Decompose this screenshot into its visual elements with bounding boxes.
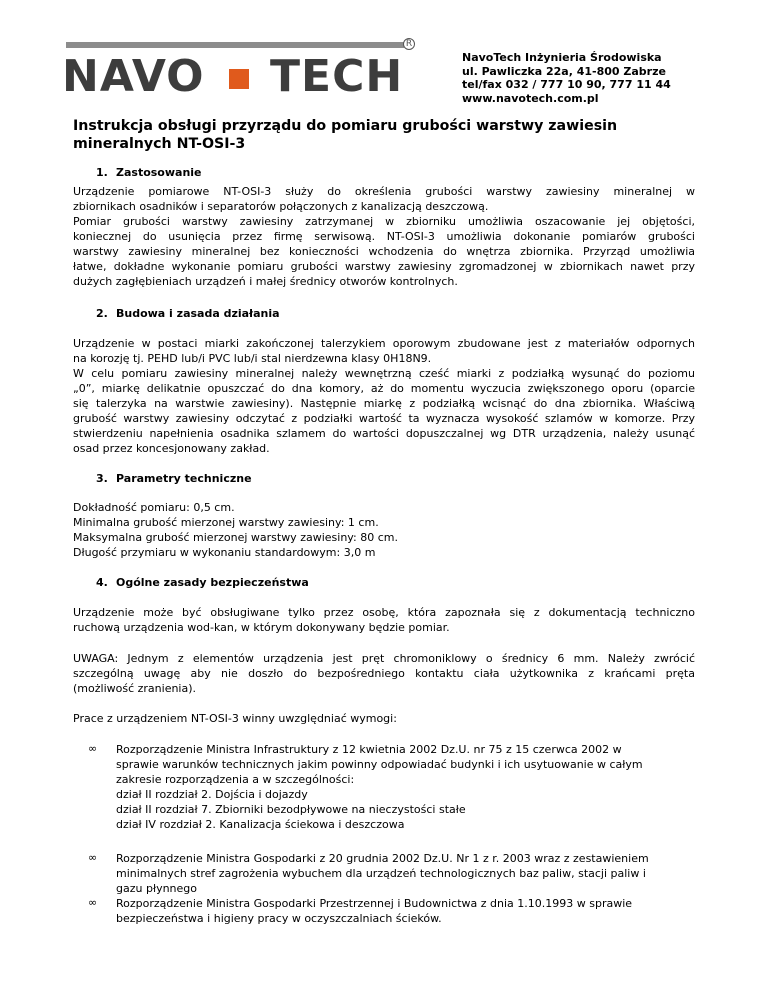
parameter-line: Maksymalna grubość mierzonej warstwy zawiesiny: 80 cm. [73,531,398,544]
text-line: dużych zagłębieniach urządzeń i małej średnicy otworów kontrolnych. [73,275,458,288]
parameter-line: Długość przymiaru w wykonaniu standardowym: 3,0 m [73,546,376,559]
text-line: Rozporządzenie Ministra Gospodarki Przestrzennej i Budownictwa z dnia 1.10.1993 w sprawie [116,897,633,910]
parameter-line: Minimalna grubość mierzonej warstwy zawiesiny: 1 cm. [73,516,379,529]
text-line: łatwe, dokładne wykonanie pomiaru grubości warstwy zawiesiny zgromadzonej w zbiornikach nawet przy [73,260,695,273]
section-1-text [73,184,695,289]
text-line: UWAGA: Jednym z elementów urządzenia jest pręt chromoniklowy o średnicy 6 mm. Należy zwrócić [73,652,695,665]
text-line: Rozporządzenie Ministra Infrastruktury z 12 kwietnia 2002 Dz.U. nr 75 z 15 czerwca 2002 w [116,743,622,756]
bullet-symbol: ∞ [88,742,98,755]
text-line: gazu płynnego [116,882,198,895]
text-line: Urządzenie może być obsługiwane tylko przez osobę, która zapoznała się z dokumentacją techniczno [73,606,695,619]
navotech-logo [62,38,418,104]
text-line: minimalnych stref zagrożenia wybuchem dla urządzeń technologicznych baz paliw, stacji paliw i [116,867,646,880]
text-line: się talerzyka na warstwie zawiesiny). Następnie miarkę z podziałką wcisnąć do dna zbiornika. Właściwą [73,397,695,410]
title-line-1: Instrukcja obsługi przyrządu do pomiaru grubości warstwy zawiesin [73,118,618,134]
logo-bar [66,42,404,48]
section-4-heading [96,576,309,589]
section-4-warning [73,651,695,696]
section-2-text [73,336,695,456]
logo-orange-square [229,69,249,89]
logo-word-navo: NAVO [62,51,205,102]
section-number: 4. [96,576,108,589]
text-line: (możliwość zranienia). [73,682,197,695]
section-2-heading [96,307,280,320]
bullet-item-2 [116,851,649,896]
section-title: Zastosowanie [116,166,202,179]
section-number: 2. [96,307,108,320]
company-name: NavoTech Inżynieria Środowiska [462,51,662,64]
text-line: warstwy zawiesiny mineralnej bez konieczności wchodzenia do wnętrza zbiornika. Przyrząd umożliwia [73,245,695,258]
text-line: dział II rozdział 2. Dojścia i dojazdy [116,788,308,801]
text-line: sprawie warunków technicznych jakim powinny odpowiadać budynki i ich usytuowanie w całym [116,758,643,771]
company-address: ul. Pawliczka 22a, 41-800 Zabrze [462,64,666,78]
section-4-paragraph-1 [73,605,695,635]
section-title: Parametry techniczne [116,472,252,485]
bullet-symbol: ∞ [88,851,98,864]
text-line: stwierdzeniu napełnienia osadnika szlamem do wartości dopuszczalnej wg DTR urządzenia, należy usunąć [73,427,695,440]
company-info [462,51,671,105]
text-line: Rozporządzenie Ministra Gospodarki z 20 grudnia 2002 Dz.U. Nr 1 z r. 2003 wraz z zestawieniem [116,852,649,865]
title-line-2: mineralnych NT-OSI-3 [73,136,246,152]
section-title: Budowa i zasada działania [116,307,280,320]
logo-word-tech: TECH [270,51,404,102]
company-website[interactable]: www.navotech.com.pl [462,91,599,105]
text-line: osad przez koncesjonowany zakład. [73,442,270,455]
section-number: 1. [96,166,108,179]
text-line: grubość warstwy zawiesiny odczytać z podziałki wartość ta wyznacza wysokość szlamów w komorze. Przy [73,412,695,425]
text-line: Pomiar grubości warstwy zawiesiny zatrzymanej w zbiorniku umożliwia oszacowanie jej objętości, [73,215,695,228]
section-3-heading [96,472,252,485]
text-line: W celu pomiaru zawiesiny mineralnej należy wewnętrzną cześć miarki z podziałką wysunąć do poziomu [73,367,695,380]
text-line: Prace z urządzeniem NT-OSI-3 winny uwzględniać wymogi: [73,712,397,725]
section-number: 3. [96,472,108,485]
section-3-parameters [73,500,398,560]
text-line: dział II rozdział 7. Zbiorniki bezodpływowe na nieczystości stałe [116,803,466,816]
registered-mark: R [403,38,415,50]
text-line: Urządzenie w postaci miarki zakończonej talerzykiem oporowym zbudowane jest z materiałów odpornych [73,337,695,350]
text-line: dział IV rozdział 2. Kanalizacja ściekowa i deszczowa [116,818,405,831]
section-1-heading [96,166,202,179]
text-line: „0”, miarkę delikatnie opuszczać do dna komory, aż do momentu wyczucia zwiększonego oporu (oparcie [73,382,695,395]
text-line: bezpieczeństwa i higieny pracy w oczyszczalniach ścieków. [116,912,442,925]
bullet-symbol: ∞ [88,896,98,909]
text-line: koniecznej do usunięcia przez firmę serwisową. NT-OSI-3 umożliwia dokonanie pomiarów grubości [73,230,695,243]
bullet-item-1 [116,742,643,832]
text-line: szczególną uwagę aby nie doszło do bezpośredniego kontaktu ciała użytkownika z krańcami pręta [73,667,695,680]
text-line: ruchową urządzenia wod-kan, w którym dokonywany będzie pomiar. [73,621,450,634]
bullet-item-3 [116,896,632,926]
text-line: na korozję tj. PEHD lub/i PVC lub/i stal nierdzewna klasy 0H18N9. [73,352,432,365]
text-line: zbiornikach osadników i separatorów połączonych z kanalizacją deszczową. [73,200,489,213]
text-line: Urządzenie pomiarowe NT-OSI-3 służy do określenia grubości warstwy zawiesiny mineralnej w [73,185,695,198]
section-title: Ogólne zasady bezpieczeństwa [116,576,309,589]
text-line: zakresie rozporządzenia a w szczególności: [116,773,355,786]
company-phone: tel/fax 032 / 777 10 90, 777 11 44 [462,78,671,91]
section-4-requirements-intro [73,711,397,726]
document-title [73,117,693,153]
parameter-line: Dokładność pomiaru: 0,5 cm. [73,501,235,514]
